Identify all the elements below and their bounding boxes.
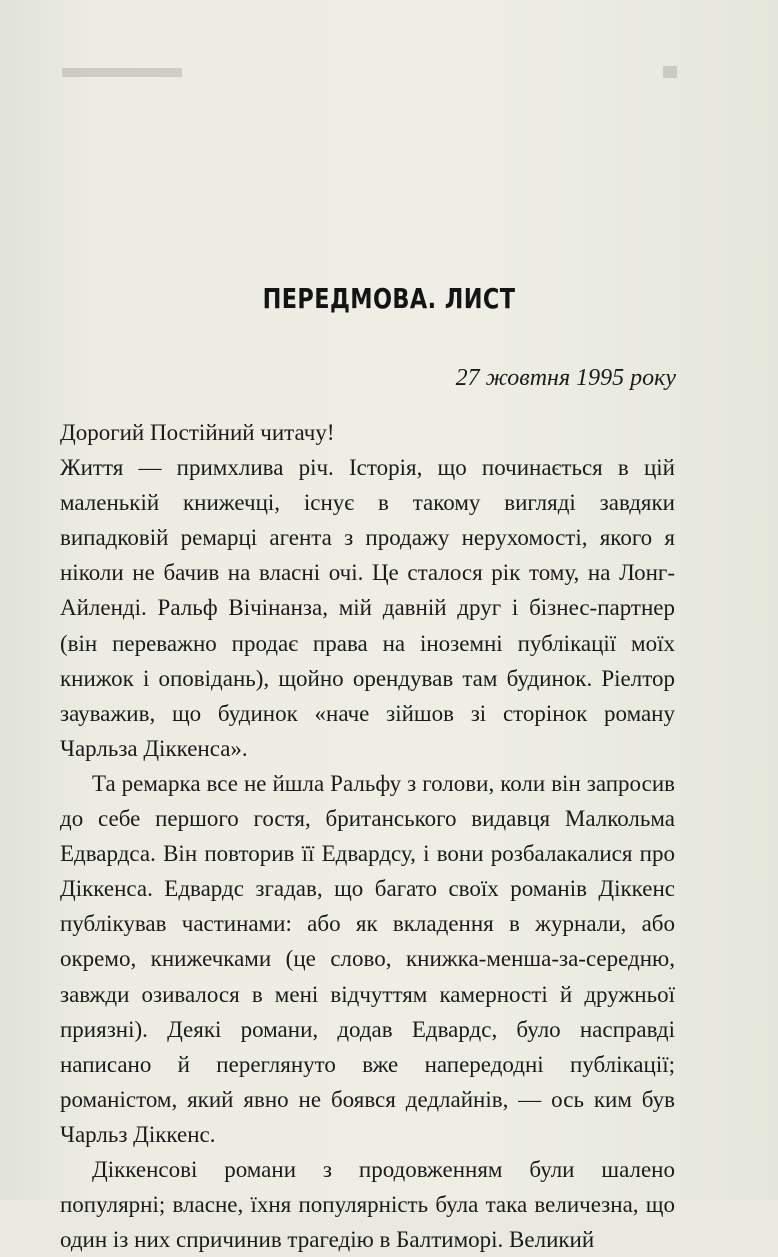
paragraph: Діккенсові романи з продовженням були шалено популярні; власне, їхня популярність була така величезна, що один із них спричинив трагедію в Балтиморі. Великий	[60, 1156, 675, 1253]
chapter-heading: ПЕРЕДМОВА. ЛИСТ	[262, 282, 516, 315]
greeting: Дорогий Постійний читачу!	[60, 420, 335, 445]
running-head-title-smudge	[62, 68, 182, 77]
paragraph: Життя — примхлива річ. Історія, що починається в цій маленькій книжечці, існує в такому вигляді завдяки випадковій ремарці агента з продажу нерухомості, якого я ніколи не бачив на власні очі. Це сталося рік тому, на Лонг-Айленді. Ральф Вічінанза, мій давній друг і бізнес-партнер (він переважно продає права на іноземні публікації моїх книжок і оповідань), щойно орендував там будинок. Ріелтор зауважив, що будинок «наче зійшов зі сторінок роману Чарльза Діккенса».	[60, 455, 675, 761]
running-head	[62, 64, 677, 80]
letter-date: 27 жовтня 1995 року	[455, 365, 676, 391]
letter-body	[60, 415, 675, 1257]
paragraph: Та ремарка все не йшла Ральфу з голови, коли він запросив до себе першого гостя, британського видавця Малкольма Едвардса. Він повторив її Едвардсу, і вони розбалакалися про Діккенса. Едвардс згадав, що багато своїх романів Діккенс публікував частинами: або як вкладення в журнали, або окремо, книжечками (це слово, книжка-менша-за-середню, завжди озивалося в мені відчуттям камерності й дружньої приязні). Деякі романи, додав Едвардс, було насправді написано й переглянуто вже напередодні публікації; романістом, який явно не боявся дедлайнів, — ось ким був Чарльз Діккенс.	[60, 770, 675, 1147]
page-number-smudge	[663, 66, 677, 78]
